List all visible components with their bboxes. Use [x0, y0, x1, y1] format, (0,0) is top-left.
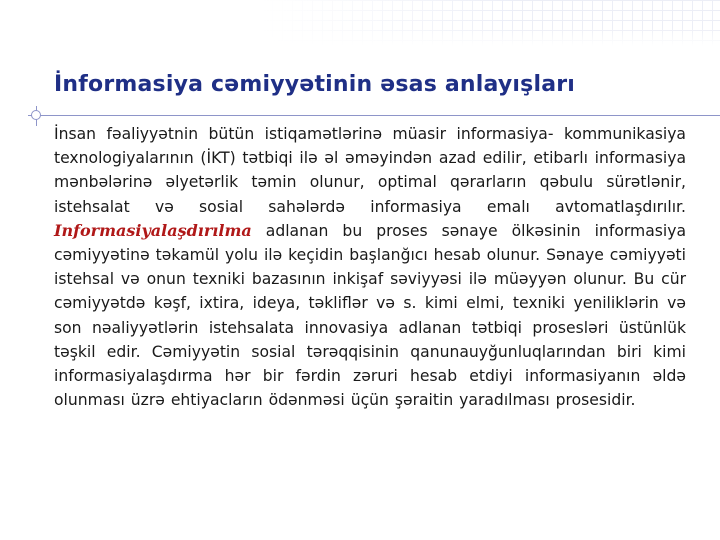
title-underline: [28, 115, 720, 116]
decorative-grid-fade: [262, 0, 720, 46]
emphasized-term: Informasiyalaşdırılma: [54, 220, 252, 240]
slide-title: İnformasiya cəmiyyətinin əsas anlayışları: [54, 72, 576, 97]
body-text-part-2: adlanan bu proses sənaye ölkəsinin informasiya cəmiyyətinə təkamül yolu ilə keçidin başlanğıcı hesab olunur. Sənaye cəmiyyəti istehsal və onun texniki bazasının inkişaf səviyyəsi ilə müəyyən olunur. Bu cür cəmiyyətdə kəşf, ixtira, ideya, təkliflər və s. kimi elmi, texniki yeniliklərin və son nəaliyyətlərin istehsalata innovasiya adlanan tətbiqi prosesləri üstünlük təşkil edir. Cəmiyyətin sosial tərəqqisinin qanunauyğunluqlarından biri kimi informasiyalaşdırma hər bir fərdin zəruri hesab etdiyi informasiyanın əldə olunması üzrə ehtiyacların ödənməsi üçün şəraitin yaradılması prosesidir.: [54, 221, 686, 410]
circle-marker-icon: [31, 110, 41, 120]
body-paragraph: [54, 122, 686, 412]
body-text-part-1: İnsan fəaliyyətnin bütün istiqamətlərinə müasir informasiya- kommunikasiya texnologiyalarının (İKT) tətbiqi ilə əl əməyindən azad edilir, etibarlı informasiya mənbələrinə əlyetərlik təmin olunur, optimal qərarların qəbulu sürətlənir, istehsalat və sosial sahələrdə informasiya emalı avtomatlaşdırılır.: [54, 125, 686, 216]
